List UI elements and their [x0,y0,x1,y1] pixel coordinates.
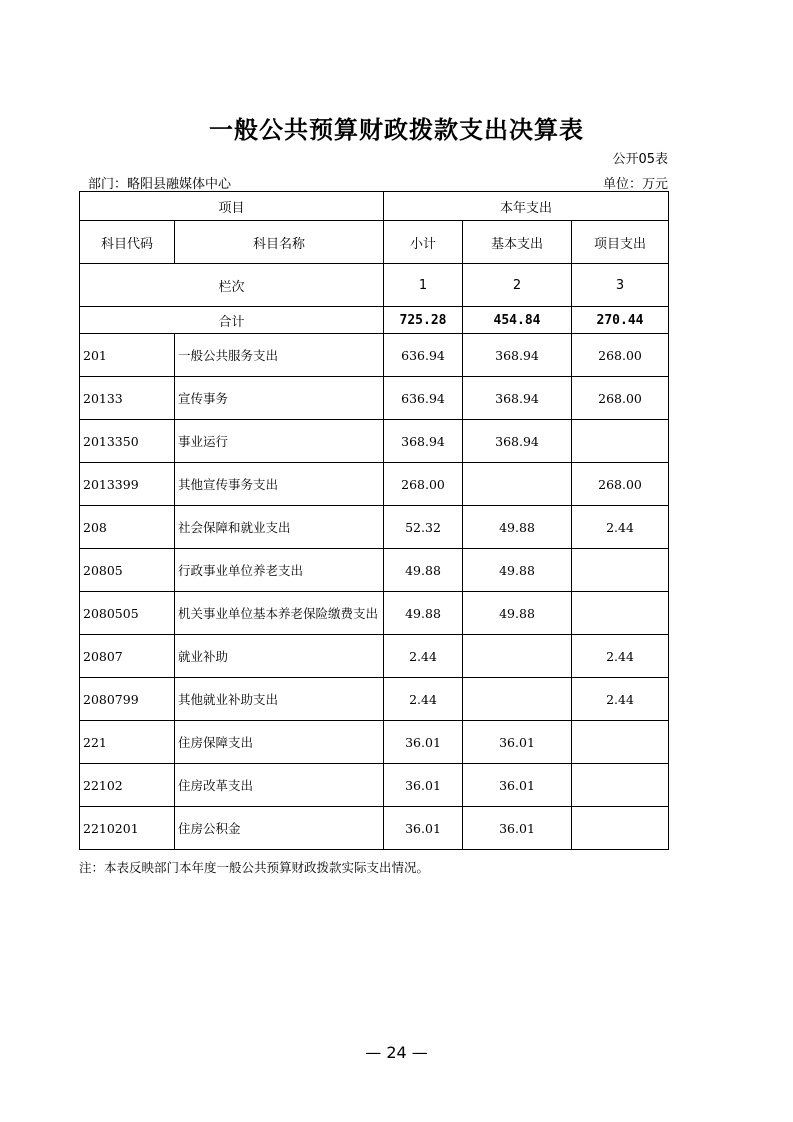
subject-code-cell: 2080505 [80,592,175,635]
total-subtotal: 725.28 [384,307,463,334]
subject-code-cell: 20807 [80,635,175,678]
page-title: 一般公共预算财政拨款支出决算表 [209,116,584,144]
subject-code-cell: 221 [80,721,175,764]
subtotal-cell: 49.88 [384,592,463,635]
project-expenditure-cell [572,721,669,764]
page-number: — 24 — [365,1043,428,1062]
expenditure-table [79,191,669,850]
project-expenditure-cell [572,420,669,463]
subtotal-cell: 2.44 [384,635,463,678]
table-row [80,635,669,678]
basic-expenditure-cell: 49.88 [463,506,572,549]
header-project-expenditure: 项目支出 [572,221,669,264]
subject-name-cell: 事业运行 [175,420,384,463]
project-expenditure-cell [572,592,669,635]
project-expenditure-cell: 2.44 [572,635,669,678]
project-expenditure-cell: 2.44 [572,678,669,721]
table-row [80,463,669,506]
table-row [80,549,669,592]
subject-code-cell: 201 [80,334,175,377]
table-row [80,420,669,463]
table-row [80,377,669,420]
subject-code-cell: 2013399 [80,463,175,506]
basic-expenditure-cell: 49.88 [463,592,572,635]
subtotal-cell: 36.01 [384,764,463,807]
column-number-2: 2 [463,264,572,307]
project-expenditure-cell: 268.00 [572,334,669,377]
subtotal-cell: 2.44 [384,678,463,721]
unit-label: 单位：万元 [602,177,668,192]
total-label: 合计 [80,307,384,334]
subject-name-cell: 社会保障和就业支出 [175,506,384,549]
header-basic-expenditure: 基本支出 [463,221,572,264]
project-expenditure-cell [572,764,669,807]
subject-code-cell: 20133 [80,377,175,420]
subject-name-cell: 其他就业补助支出 [175,678,384,721]
basic-expenditure-cell: 368.94 [463,420,572,463]
table-row [80,506,669,549]
subject-code-cell: 2013350 [80,420,175,463]
subtotal-cell: 49.88 [384,549,463,592]
basic-expenditure-cell: 49.88 [463,549,572,592]
footnote: 注：本表反映部门本年度一般公共预算财政拨款实际支出情况。 [79,860,430,875]
project-expenditure-cell [572,807,669,850]
subtotal-cell: 636.94 [384,377,463,420]
subject-name-cell: 机关事业单位基本养老保险缴费支出 [175,592,384,635]
subject-name-cell: 住房改革支出 [175,764,384,807]
basic-expenditure-cell: 36.01 [463,764,572,807]
basic-expenditure-cell [463,463,572,506]
subject-code-cell: 208 [80,506,175,549]
table-row [80,678,669,721]
subject-name-cell: 就业补助 [175,635,384,678]
basic-expenditure-cell: 36.01 [463,807,572,850]
column-number-1: 1 [384,264,463,307]
subtotal-cell: 52.32 [384,506,463,549]
department-label: 部门：略阳县融媒体中心 [88,177,232,192]
basic-expenditure-cell: 36.01 [463,721,572,764]
subject-name-cell: 住房保障支出 [175,721,384,764]
project-expenditure-cell: 2.44 [572,506,669,549]
subject-code-cell: 2210201 [80,807,175,850]
table-row [80,764,669,807]
column-order-row [80,264,669,307]
subtotal-cell: 368.94 [384,420,463,463]
project-expenditure-cell: 268.00 [572,377,669,420]
table-row [80,334,669,377]
subject-code-cell: 20805 [80,549,175,592]
table-row [80,721,669,764]
project-expenditure-cell: 268.00 [572,463,669,506]
subject-code-cell: 2080799 [80,678,175,721]
subtotal-cell: 36.01 [384,807,463,850]
table-row [80,807,669,850]
basic-expenditure-cell [463,678,572,721]
header-row-1 [80,192,669,221]
column-number-3: 3 [572,264,669,307]
header-subject-code: 科目代码 [80,221,175,264]
total-project: 270.44 [572,307,669,334]
header-project: 项目 [80,192,384,221]
subject-name-cell: 宣传事务 [175,377,384,420]
column-order-label: 栏次 [80,264,384,307]
basic-expenditure-cell: 368.94 [463,334,572,377]
table-row [80,592,669,635]
subject-name-cell: 行政事业单位养老支出 [175,549,384,592]
subject-name-cell: 住房公积金 [175,807,384,850]
subtotal-cell: 636.94 [384,334,463,377]
project-expenditure-cell [572,549,669,592]
basic-expenditure-cell [463,635,572,678]
header-row-2 [80,221,669,264]
header-subtotal: 小计 [384,221,463,264]
subject-code-cell: 22102 [80,764,175,807]
subject-name-cell: 一般公共服务支出 [175,334,384,377]
header-current-year-expenditure: 本年支出 [384,192,669,221]
subject-name-cell: 其他宣传事务支出 [175,463,384,506]
subtotal-cell: 36.01 [384,721,463,764]
total-basic: 454.84 [463,307,572,334]
total-row [80,307,669,334]
basic-expenditure-cell: 368.94 [463,377,572,420]
form-code: 公开05表 [612,152,668,167]
subtotal-cell: 268.00 [384,463,463,506]
header-subject-name: 科目名称 [175,221,384,264]
